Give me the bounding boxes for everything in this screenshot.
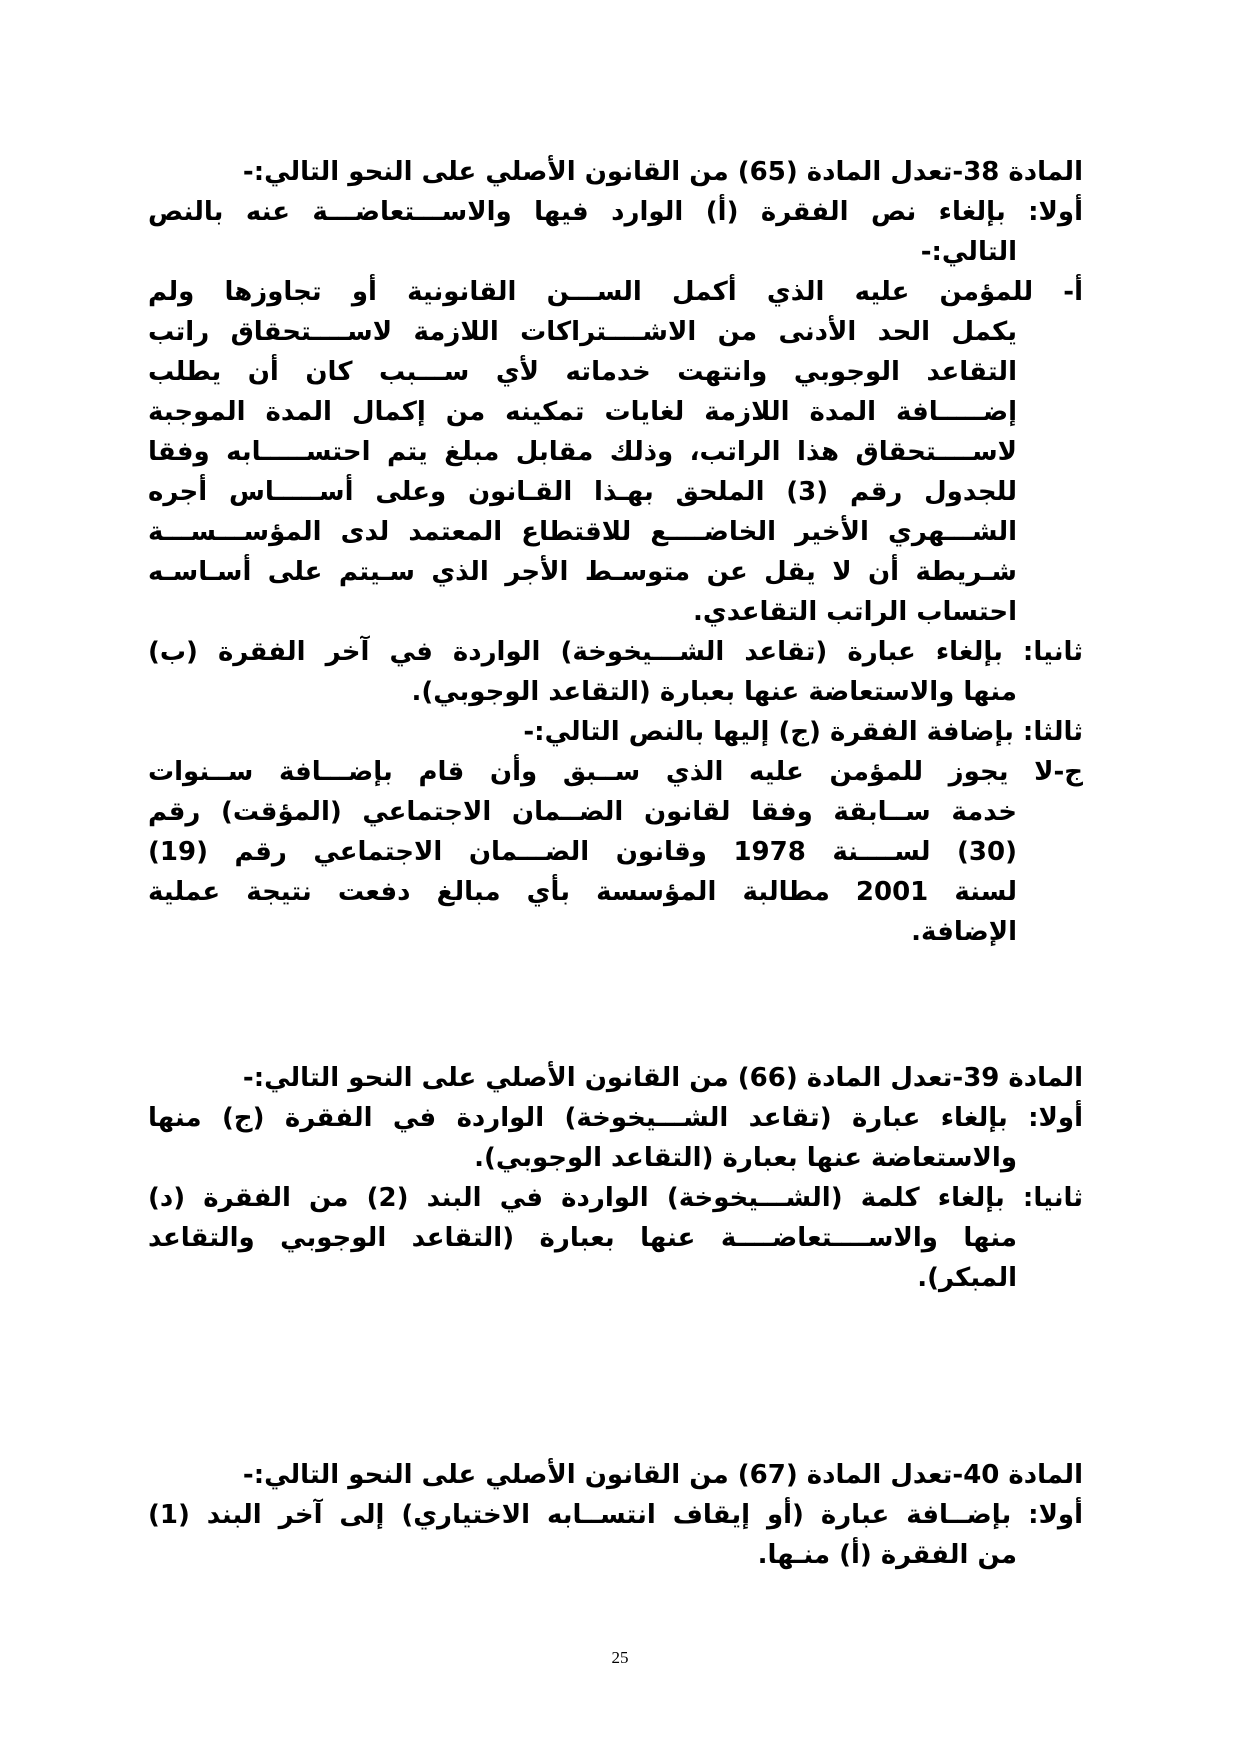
item-a-line: التقاعد الوجوبي وانتهت خدماته لأي ســـبب كان أن يطلب [148, 357, 1017, 387]
article-38-first-clause-cont: التالي:- [920, 237, 1017, 267]
item-a-line: لاســــتحقاق هذا الراتب، وذلك مقابل مبلغ يتم احتســـــابه وفقا [148, 437, 1017, 467]
item-a-line: الشـــهري الأخير الخاضــــع للاقتطاع المعتمد لدى المؤســـســـة [148, 517, 1017, 547]
item-c-line: الإضافة. [911, 917, 1017, 947]
article-38-second-clause [148, 632, 1083, 712]
second-clause-line: ثانيا: بإلغاء عبارة (تقاعد الشـــيخوخة) الواردة في آخر الفقرة (ب) [148, 637, 1083, 667]
first-clause-line: من الفقرة (أ) منـها. [757, 1540, 1017, 1570]
article-40-first-clause [148, 1495, 1083, 1575]
item-c-line: (30) لســــنة 1978 وقانون الضـــمان الاجتماعي رقم (19) [148, 837, 1017, 867]
article-38-first-clause: أولا: بإلغاء نص الفقرة (أ) الوارد فيها والاســـتعاضـــة عنه بالنص [148, 197, 1083, 227]
article-38 [148, 152, 1083, 952]
article-38-heading: المادة 38-تعدل المادة (65) من القانون الأصلي على النحو التالي:- [242, 157, 1083, 187]
page-number: 25 [611, 1648, 629, 1667]
item-a-line: أ- للمؤمن عليه الذي أكمل الســـن القانونية أو تجاوزها ولم [148, 277, 1083, 307]
article-39-first-clause [148, 1098, 1083, 1178]
first-clause-line: أولا: بإلغاء عبارة (تقاعد الشـــيخوخة) الواردة في الفقرة (ج) منها [148, 1103, 1083, 1133]
second-clause-line: المبكر). [917, 1263, 1017, 1293]
second-clause-line: منها والاستعاضة عنها بعبارة (التقاعد الوجوبي). [411, 677, 1017, 707]
item-c-line: لسنة 2001 مطالبة المؤسسة بأي مبالغ دفعت نتيجة عملية [148, 877, 1017, 907]
first-clause-line: والاستعاضة عنها بعبارة (التقاعد الوجوبي). [474, 1143, 1017, 1173]
article-38-item-c [148, 752, 1083, 952]
article-38-third-clause: ثالثا: بإضافة الفقرة (ج) إليها بالنص التالي:- [523, 717, 1083, 747]
item-c-line: ج-لا يجوز للمؤمن عليه الذي ســبق وأن قام بإضـــافة ســنوات [148, 757, 1083, 787]
article-39-heading: المادة 39-تعدل المادة (66) من القانون الأصلي على النحو التالي:- [242, 1063, 1083, 1093]
item-c-line: خدمة ســابقة وفقا لقانون الضــمان الاجتماعي (المؤقت) رقم [148, 797, 1017, 827]
article-40 [148, 1455, 1083, 1575]
item-a-line: شـريطة أن لا يقل عن متوسـط الأجر الذي سـيتم على أسـاسـه [148, 557, 1017, 587]
item-a-line: احتساب الراتب التقاعدي. [692, 597, 1017, 627]
item-a-line: يكمل الحد الأدنى من الاشــــتراكات اللازمة لاســــتحقاق راتب [148, 317, 1017, 347]
article-39-second-clause [148, 1178, 1083, 1298]
first-clause-line: أولا: بإضــافة عبارة (أو إيقاف انتســابه الاختياري) إلى آخر البند (1) [148, 1500, 1083, 1530]
article-40-heading: المادة 40-تعدل المادة (67) من القانون الأصلي على النحو التالي:- [242, 1460, 1083, 1490]
article-38-item-a [148, 272, 1083, 632]
second-clause-line: منها والاســــتعاضــــة عنها بعبارة (التقاعد الوجوبي والتقاعد [148, 1223, 1017, 1253]
article-39 [148, 1058, 1083, 1298]
second-clause-line: ثانيا: بإلغاء كلمة (الشـــيخوخة) الواردة في البند (2) من الفقرة (د) [148, 1183, 1083, 1213]
item-a-line: إضـــــافة المدة اللازمة لغايات تمكينه من إكمال المدة الموجبة [148, 397, 1017, 427]
item-a-line: للجدول رقم (3) الملحق بهـذا القـانون وعلى أســـــاس أجره [148, 477, 1017, 507]
